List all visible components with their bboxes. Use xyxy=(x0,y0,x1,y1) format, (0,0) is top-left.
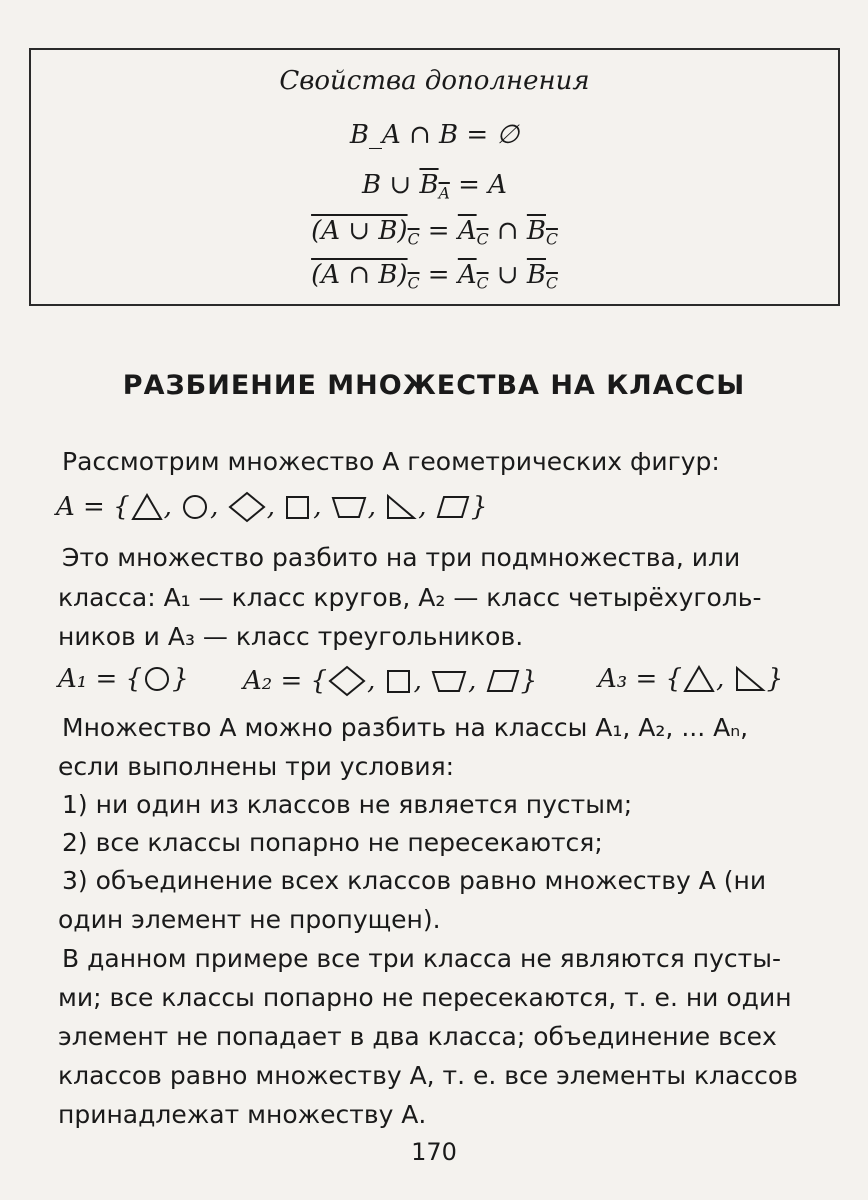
circle-icon xyxy=(142,664,172,694)
formula-4-a-sub: C xyxy=(476,274,489,293)
condition-3-cont: один элемент не пропущен). xyxy=(58,905,441,934)
formula-4-op: ∪ xyxy=(488,260,527,290)
set-a3 xyxy=(598,664,783,694)
formula-3-left-sub: C xyxy=(407,230,420,249)
square-icon xyxy=(384,666,414,696)
formula-4-b xyxy=(526,260,558,293)
set-a-comma: , xyxy=(313,492,322,522)
set-a2-close: } xyxy=(520,666,538,696)
set-a2-comma: , xyxy=(367,666,376,696)
paragraph-4-line-3: элемент не попадает в два класса; объединение всех xyxy=(58,1022,777,1051)
box-title: Свойства дополнения xyxy=(279,66,590,96)
paragraph-4-line-4: классов равно множеству А, т. е. все элементы классов xyxy=(58,1061,798,1090)
formula-1 xyxy=(31,120,838,150)
condition-1: 1) ни один из классов не является пустым; xyxy=(62,790,633,819)
formula-4-a xyxy=(457,260,489,293)
formula-4-left xyxy=(311,260,420,293)
set-a2-comma: , xyxy=(468,666,477,696)
set-a-comma: , xyxy=(163,492,172,522)
rhombus-icon xyxy=(327,664,367,698)
circle-icon xyxy=(180,492,210,522)
set-a-comma: , xyxy=(266,492,275,522)
set-a-comma: , xyxy=(418,492,427,522)
set-a-close: } xyxy=(470,492,488,522)
set-a1 xyxy=(58,664,189,694)
paragraph-4-line-2: ми; все классы попарно не пересекаются, т. е. ни один xyxy=(58,983,792,1012)
formula-3-op: ∩ xyxy=(488,216,527,246)
formula-3-a-var: A xyxy=(457,216,477,246)
triangle-icon xyxy=(682,664,716,694)
formula-4-a-var: A xyxy=(457,260,477,290)
set-a-comma: , xyxy=(210,492,219,522)
trapezoid-icon xyxy=(330,492,368,522)
formula-3-left-text: (A ∪ B) xyxy=(311,216,408,246)
set-a3-label: A₃ = { xyxy=(598,664,683,694)
formula-4 xyxy=(31,260,838,292)
formula-4-b-sub: C xyxy=(545,274,558,293)
paragraph-2-line-3: ников и A₃ — класс треугольников. xyxy=(58,622,524,651)
formula-4-b-var: B xyxy=(526,260,546,290)
paragraph-2-line-2: класса: A₁ — класс кругов, A₂ — класс четырёхуголь- xyxy=(58,583,762,612)
formula-3-b xyxy=(526,216,558,249)
formula-3-left xyxy=(311,216,420,249)
paragraph-2-line-1: Это множество разбито на три подмножества, или xyxy=(62,543,741,572)
set-a3-close: } xyxy=(766,664,784,694)
formula-3-b-sub: C xyxy=(545,230,558,249)
section-heading: РАЗБИЕНИЕ МНОЖЕСТВА НА КЛАССЫ xyxy=(122,370,746,401)
formula-3-eq: = xyxy=(419,216,458,246)
paragraph-4-line-5: принадлежат множеству А. xyxy=(58,1100,427,1129)
formula-3-a xyxy=(457,216,489,249)
formula-2-part-a: B ∪ xyxy=(362,170,420,200)
condition-3: 3) объединение всех классов равно множеству А (ни xyxy=(62,866,767,895)
formula-2-part-c: = A xyxy=(449,170,507,200)
set-a1-label: A₁ = { xyxy=(58,664,143,694)
set-a-comma: , xyxy=(367,492,377,522)
formula-3 xyxy=(31,216,838,248)
formula-4-eq: = xyxy=(419,260,458,290)
right-triangle-icon xyxy=(733,664,767,694)
set-a3-comma: , xyxy=(716,664,725,694)
formula-4-left-text: (A ∩ B) xyxy=(311,260,408,290)
formula-2-sub: A xyxy=(438,184,450,203)
set-a1-close: } xyxy=(172,664,189,694)
parallelogram-icon xyxy=(485,666,521,696)
set-a xyxy=(56,490,487,524)
set-a2-label: A₂ = { xyxy=(243,666,328,696)
formula-2-b: B xyxy=(419,170,439,200)
complement-properties-box xyxy=(29,48,840,306)
formula-3-a-sub: C xyxy=(476,230,489,249)
paragraph-1: Рассмотрим множество А геометрических фигур: xyxy=(62,447,720,476)
triangle-icon xyxy=(130,492,164,522)
right-triangle-icon xyxy=(384,492,418,522)
paragraph-4-line-1: В данном примере все три класса не являются пусты- xyxy=(62,944,781,973)
set-a-label: A = { xyxy=(56,492,130,522)
square-icon xyxy=(283,492,313,522)
parallelogram-icon xyxy=(435,492,471,522)
set-a2-comma: , xyxy=(413,666,422,696)
page-number: 170 xyxy=(411,1138,457,1166)
formula-1-text: B_A ∩ B = ∅ xyxy=(349,120,520,150)
condition-2: 2) все классы попарно не пересекаются; xyxy=(62,828,603,857)
rhombus-icon xyxy=(227,490,267,524)
formula-4-left-sub: C xyxy=(407,274,420,293)
formula-2-overline xyxy=(419,170,450,203)
paragraph-3-line-1: Множество А можно разбить на классы A₁, A₂, ... Aₙ, xyxy=(62,713,749,742)
trapezoid-icon xyxy=(430,666,468,696)
formula-2 xyxy=(31,170,838,202)
formula-3-b-var: B xyxy=(526,216,546,246)
paragraph-3-line-2: если выполнены три условия: xyxy=(58,752,455,781)
set-a2 xyxy=(243,664,537,698)
